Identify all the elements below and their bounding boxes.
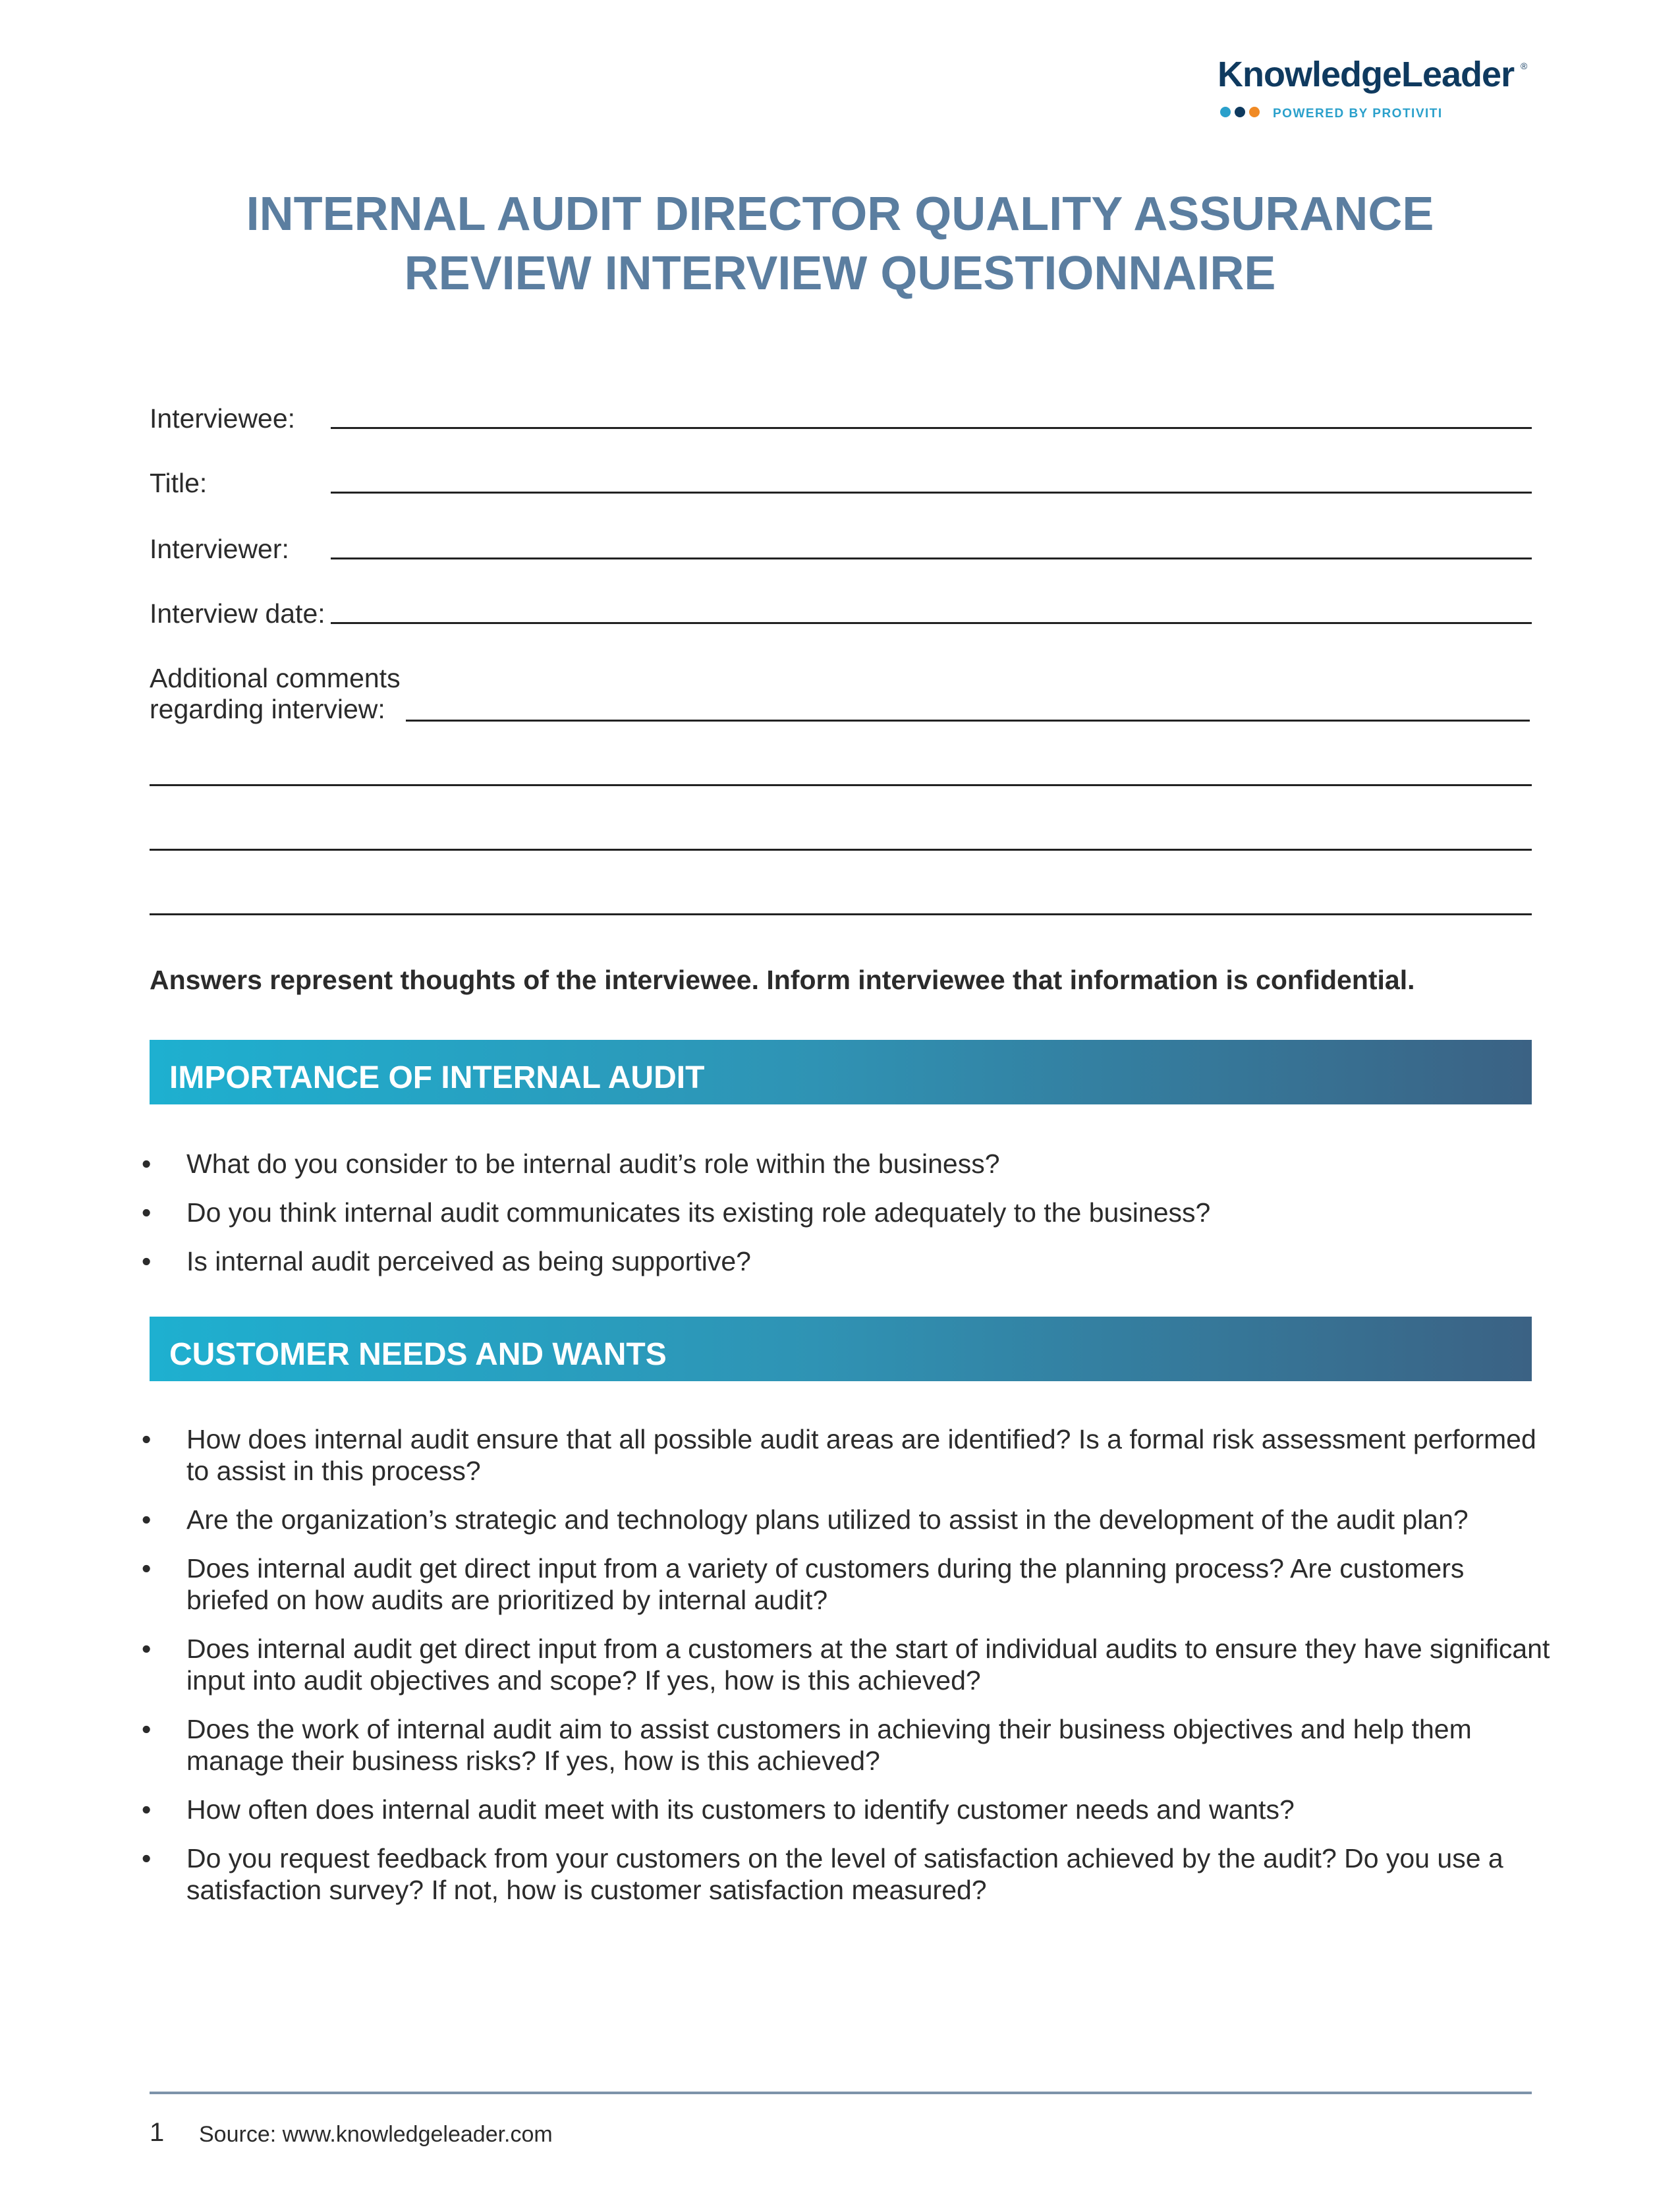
- importance-question-list: [142, 1148, 1552, 1277]
- interview-date-label: Interview date:: [150, 598, 325, 629]
- registered-mark: ®: [1521, 61, 1528, 71]
- blue-dot-icon: [1220, 107, 1231, 117]
- page-number: 1: [150, 2118, 165, 2147]
- comments-label-line-2: regarding interview:: [150, 694, 385, 724]
- orange-dot-icon: [1249, 107, 1260, 117]
- bullet-icon: •: [142, 1843, 152, 1873]
- section-header-customer-needs: [150, 1317, 1532, 1381]
- question-text: Does internal audit get direct input from a customers at the start of individual audits to ensure they have significant input into audit objectives and scope? If yes, how is this achieved?: [186, 1634, 1550, 1696]
- source-link[interactable]: Source: www.knowledgeleader.com: [199, 2122, 553, 2147]
- bullet-icon: •: [142, 1553, 152, 1584]
- interview-date-field[interactable]: [331, 622, 1532, 624]
- bullet-icon: •: [142, 1504, 152, 1535]
- interviewer-label: Interviewer:: [150, 534, 289, 564]
- title-line-2: REVIEW INTERVIEW QUESTIONNAIRE: [404, 247, 1276, 300]
- comments-line-2[interactable]: [150, 784, 1532, 786]
- title-line-1: INTERNAL AUDIT DIRECTOR QUALITY ASSURANCE: [246, 188, 1434, 241]
- title-label: Title:: [150, 468, 208, 498]
- bullet-icon: •: [142, 1794, 152, 1825]
- bullet-icon: •: [142, 1634, 152, 1664]
- question-text: Are the organization’s strategic and technology plans utilized to assist in the development of the audit plan?: [186, 1504, 1469, 1535]
- section-header-importance: [150, 1040, 1532, 1104]
- list-item: [142, 1794, 1552, 1825]
- bullet-icon: •: [142, 1246, 152, 1276]
- bullet-icon: •: [142, 1197, 152, 1228]
- section-heading: IMPORTANCE OF INTERNAL AUDIT: [169, 1060, 705, 1095]
- list-item: [142, 1148, 1552, 1180]
- question-text: Do you think internal audit communicates its existing role adequately to the business?: [186, 1197, 1211, 1228]
- question-text: Do you request feedback from your customers on the level of satisfaction achieved by the audit? Do you use a satisfaction survey? If not, how is customer satisfaction measured?: [186, 1843, 1503, 1905]
- brand-tagline: POWERED BY PROTIVITI: [1273, 107, 1443, 121]
- comments-label-line-1: Additional comments: [150, 663, 401, 693]
- bullet-icon: •: [142, 1714, 152, 1744]
- list-item: [142, 1633, 1552, 1696]
- list-item: [142, 1713, 1552, 1777]
- comments-line-3[interactable]: [150, 849, 1532, 851]
- bullet-icon: •: [142, 1149, 152, 1179]
- comments-line-4[interactable]: [150, 913, 1532, 915]
- interviewee-label: Interviewee:: [150, 403, 296, 434]
- question-text: How does internal audit ensure that all possible audit areas are identified? Is a formal risk assessment performed to assist in this process?: [186, 1424, 1536, 1486]
- list-item: [142, 1553, 1552, 1616]
- title-field[interactable]: [331, 492, 1532, 494]
- section-heading: CUSTOMER NEEDS AND WANTS: [169, 1337, 667, 1372]
- list-item: [142, 1504, 1552, 1535]
- bullet-icon: •: [142, 1424, 152, 1454]
- brand-logo: KnowledgeLeader: [1218, 55, 1515, 94]
- interviewee-field[interactable]: [331, 427, 1532, 429]
- page-title: [0, 185, 1680, 303]
- question-text: Does the work of internal audit aim to assist customers in achieving their business objectives and help them manage their business risks? If yes, how is this achieved?: [186, 1714, 1472, 1776]
- list-item: [142, 1197, 1552, 1228]
- question-text: Does internal audit get direct input from a variety of customers during the planning process? Are customers briefed on how audits are prioritized by internal audit?: [186, 1553, 1465, 1615]
- footer-divider: [150, 2092, 1532, 2094]
- question-text: How often does internal audit meet with its customers to identify customer needs and wants?: [186, 1794, 1295, 1825]
- list-item: [142, 1842, 1552, 1906]
- question-text: What do you consider to be internal audit’s role within the business?: [186, 1149, 1000, 1179]
- customer-needs-question-list: [142, 1423, 1552, 1906]
- question-text: Is internal audit perceived as being supportive?: [186, 1246, 751, 1276]
- navy-dot-icon: [1235, 107, 1245, 117]
- list-item: [142, 1245, 1552, 1277]
- confidentiality-notice: Answers represent thoughts of the interviewee. Inform interviewee that information is confidential.: [150, 965, 1415, 995]
- interviewer-field[interactable]: [331, 557, 1532, 559]
- comments-field[interactable]: [406, 720, 1530, 722]
- list-item: [142, 1423, 1552, 1487]
